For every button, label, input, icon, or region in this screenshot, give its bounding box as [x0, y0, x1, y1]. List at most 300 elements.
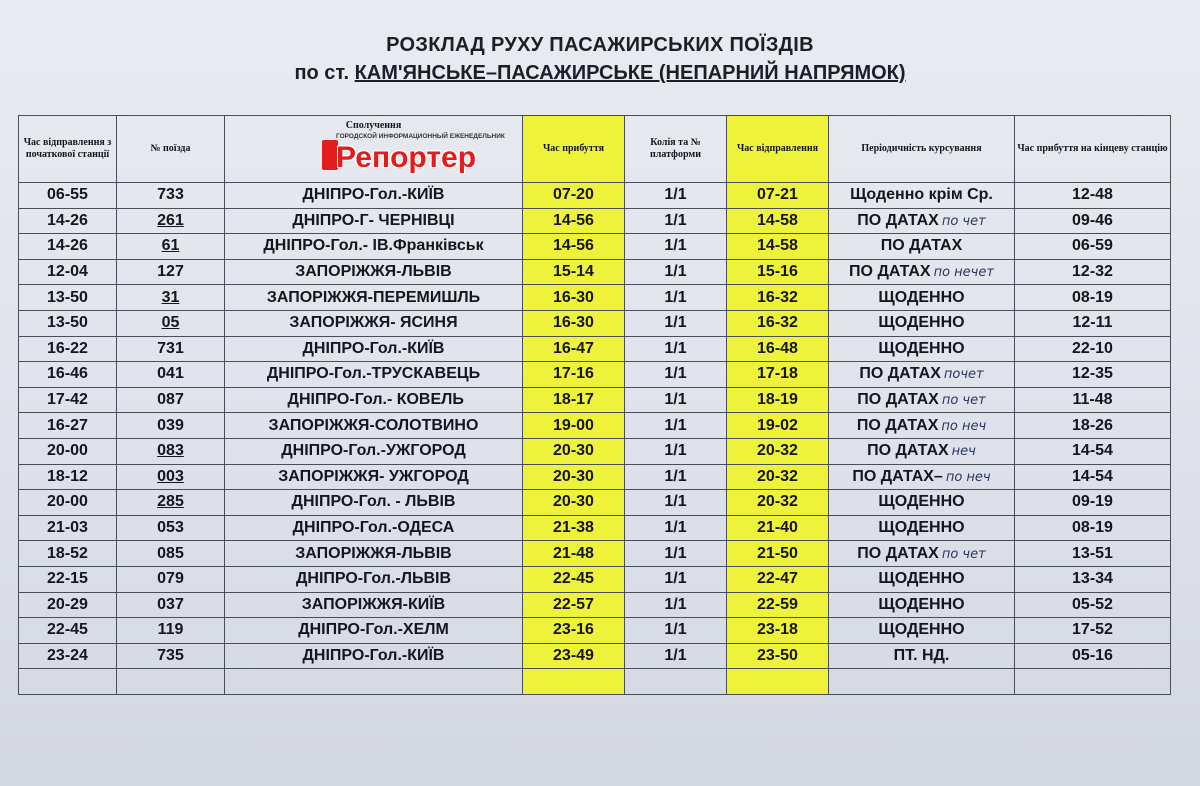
cell-train-no — [117, 259, 225, 285]
cell-periodicity — [829, 387, 1015, 413]
cell-train-no — [117, 592, 225, 618]
cell-dep-origin — [19, 285, 117, 311]
cell-arrival-text: 20-30 — [553, 493, 594, 511]
cell-route — [225, 310, 523, 336]
cell-departure — [727, 490, 829, 516]
cell-dep-origin-text: 12-04 — [47, 263, 88, 281]
cell-train-no-text: 261 — [157, 211, 184, 229]
cell-final-arrival-text: 22-10 — [1072, 339, 1113, 357]
cell-track — [625, 387, 727, 413]
handwritten-note: по неч — [945, 469, 991, 485]
cell-track — [625, 643, 727, 669]
cell-periodicity — [829, 310, 1015, 336]
cell-arrival — [523, 541, 625, 567]
cell-dep-origin-text: 20-00 — [47, 442, 88, 460]
cell-arrival — [523, 362, 625, 388]
station-name: КАМ'ЯНСЬКЕ–ПАСАЖИРСЬКЕ (НЕПАРНИЙ НАПРЯМОК) — [354, 62, 906, 84]
cell-dep-origin — [19, 259, 117, 285]
cell-final-arrival — [1015, 643, 1171, 669]
cell-dep-origin — [19, 566, 117, 592]
cell-periodicity — [829, 618, 1015, 644]
cell-periodicity — [829, 234, 1015, 260]
cell-departure — [727, 592, 829, 618]
cell-route — [225, 336, 523, 362]
cell-track-text: 1/1 — [664, 544, 687, 562]
cell-final-arrival — [1015, 362, 1171, 388]
cell-dep-origin-text: 16-22 — [47, 339, 88, 357]
cell-arrival-text: 20-30 — [553, 442, 594, 460]
cell-dep-origin-text: 20-29 — [47, 595, 88, 613]
cell-arrival-text: 16-30 — [553, 288, 594, 306]
cell-departure-text: 18-19 — [757, 391, 798, 409]
cell-train-no — [117, 387, 225, 413]
cell-final-arrival — [1015, 336, 1171, 362]
logo-tagline: ГОРОДСКОЙ ИНФОРМАЦИОННЫЙ ЕЖЕНЕДЕЛЬНИК — [336, 133, 505, 140]
header-track: Колія та № платформи — [625, 116, 727, 183]
cell-track — [625, 413, 727, 439]
cell-departure — [727, 413, 829, 439]
cell-track — [625, 208, 727, 234]
cell-route — [225, 490, 523, 516]
cell-periodicity-text: ЩОДЕННО — [878, 339, 965, 357]
cell-periodicity — [829, 566, 1015, 592]
header-periodicity: Періодичність курсування — [829, 116, 1015, 183]
cell-arrival-text: 18-17 — [553, 391, 594, 409]
empty-row — [19, 669, 1171, 695]
cell-train-no-text: 61 — [161, 237, 180, 255]
cell-route — [225, 618, 523, 644]
cell-departure — [727, 438, 829, 464]
cell-train-no-text: 127 — [157, 263, 184, 281]
cell-arrival-text: 15-14 — [553, 263, 594, 281]
header-dep-origin: Час відправлення з початкової станції — [19, 116, 117, 183]
cell-route — [225, 183, 523, 209]
cell-periodicity-text: ЩОДЕННО — [878, 595, 965, 613]
cell-track — [625, 566, 727, 592]
cell-arrival — [523, 515, 625, 541]
cell-track — [625, 464, 727, 490]
cell-route-text: ЗАПОРІЖЖЯ-СОЛОТВИНО — [268, 416, 479, 434]
cell-final-arrival — [1015, 464, 1171, 490]
cell-periodicity — [829, 592, 1015, 618]
cell-track — [625, 362, 727, 388]
cell-departure-text: 22-47 — [757, 570, 798, 588]
cell-departure-text: 16-32 — [757, 288, 798, 306]
cell-final-arrival — [1015, 285, 1171, 311]
cell-dep-origin — [19, 515, 117, 541]
cell-train-no-text: 037 — [157, 595, 184, 613]
handwritten-note: по чет — [941, 213, 986, 229]
cell-departure — [727, 362, 829, 388]
cell-dep-origin-text: 17-42 — [47, 391, 88, 409]
cell-track-text: 1/1 — [664, 339, 687, 357]
table-row — [19, 234, 1171, 260]
table-row — [19, 438, 1171, 464]
cell-train-no — [117, 490, 225, 516]
empty-cell — [625, 669, 727, 695]
cell-train-no — [117, 464, 225, 490]
cell-route — [225, 464, 523, 490]
cell-train-no-text: 05 — [161, 314, 180, 332]
cell-route — [225, 541, 523, 567]
cell-track-text: 1/1 — [664, 365, 687, 383]
cell-train-no-text: 119 — [157, 621, 184, 639]
table-row — [19, 618, 1171, 644]
cell-dep-origin — [19, 618, 117, 644]
cell-final-arrival — [1015, 592, 1171, 618]
cell-dep-origin — [19, 413, 117, 439]
cell-departure — [727, 310, 829, 336]
cell-periodicity-text: ПО ДАТАХ — [849, 263, 931, 281]
logo-name: Репортер — [336, 141, 477, 174]
cell-route-text: ДНІПРО-Гол. - ЛЬВІВ — [291, 493, 456, 511]
table-row — [19, 208, 1171, 234]
subtitle-prefix: по ст. — [294, 62, 350, 84]
cell-dep-origin-text: 22-45 — [47, 621, 88, 639]
cell-track-text: 1/1 — [664, 442, 687, 460]
table-row — [19, 362, 1171, 388]
cell-periodicity-text: ПО ДАТАХ — [857, 391, 939, 409]
cell-periodicity — [829, 438, 1015, 464]
cell-route-text: ДНІПРО-Гол.-ТРУСКАВЕЦЬ — [266, 365, 481, 383]
cell-arrival-text: 22-45 — [553, 570, 594, 588]
cell-arrival — [523, 464, 625, 490]
cell-final-arrival-text: 14-54 — [1072, 467, 1113, 485]
cell-track-text: 1/1 — [664, 493, 687, 511]
cell-departure — [727, 259, 829, 285]
cell-departure-text: 20-32 — [757, 442, 798, 460]
cell-periodicity-text: ПО ДАТАХ — [880, 237, 963, 255]
cell-periodicity-text: ПО ДАТАХ — [857, 544, 939, 562]
cell-train-no — [117, 566, 225, 592]
handwritten-note: неч — [951, 444, 976, 460]
cell-train-no-text: 039 — [157, 416, 184, 434]
cell-arrival — [523, 643, 625, 669]
cell-train-no-text: 079 — [157, 570, 184, 588]
table-row — [19, 387, 1171, 413]
cell-route-text: ДНІПРО-Гол.-УЖГОРОД — [281, 442, 466, 460]
cell-final-arrival-text: 11-48 — [1072, 391, 1113, 409]
table-row — [19, 515, 1171, 541]
reporter-watermark-logo — [322, 133, 530, 175]
table-row — [19, 464, 1171, 490]
cell-final-arrival-text: 08-19 — [1072, 288, 1113, 306]
cell-train-no-text: 733 — [157, 186, 184, 204]
table-row — [19, 310, 1171, 336]
cell-final-arrival — [1015, 515, 1171, 541]
empty-cell — [523, 669, 625, 695]
cell-train-no-text: 731 — [157, 339, 184, 357]
cell-train-no — [117, 285, 225, 311]
cell-track-text: 1/1 — [664, 621, 687, 639]
cell-final-arrival — [1015, 310, 1171, 336]
cell-departure-text: 16-48 — [757, 339, 798, 357]
cell-periodicity — [829, 336, 1015, 362]
cell-periodicity — [829, 183, 1015, 209]
cell-periodicity-text: ЩОДЕННО — [878, 314, 965, 332]
cell-route-text: ДНІПРО-Гол.-ХЕЛМ — [298, 621, 449, 639]
cell-arrival — [523, 490, 625, 516]
cell-route-text: ДНІПРО-Гол.-КИЇВ — [302, 186, 445, 204]
header-row — [19, 116, 1171, 183]
cell-periodicity-text: ПО ДАТАХ — [856, 416, 939, 434]
cell-departure — [727, 285, 829, 311]
cell-final-arrival — [1015, 234, 1171, 260]
cell-train-no-text: 087 — [157, 391, 184, 409]
cell-departure — [727, 183, 829, 209]
cell-route — [225, 643, 523, 669]
cell-track-text: 1/1 — [664, 186, 687, 204]
cell-dep-origin — [19, 438, 117, 464]
cell-train-no — [117, 618, 225, 644]
cell-periodicity-text: ЩОДЕННО — [878, 519, 965, 537]
cell-final-arrival-text: 12-35 — [1072, 365, 1113, 383]
cell-track — [625, 259, 727, 285]
cell-route — [225, 566, 523, 592]
cell-periodicity — [829, 490, 1015, 516]
cell-departure-text: 21-40 — [757, 519, 798, 537]
cell-train-no — [117, 515, 225, 541]
cell-arrival-text: 07-20 — [553, 186, 594, 204]
schedule-rows — [19, 183, 1171, 695]
cell-route-text: ЗАПОРІЖЖЯ- ЯСИНЯ — [289, 314, 458, 332]
cell-arrival — [523, 438, 625, 464]
handwritten-note: по неч — [941, 418, 987, 434]
cell-track — [625, 490, 727, 516]
cell-arrival-text: 19-00 — [553, 416, 594, 434]
cell-track — [625, 310, 727, 336]
cell-arrival-text: 23-49 — [553, 646, 594, 664]
cell-track — [625, 515, 727, 541]
cell-dep-origin — [19, 464, 117, 490]
cell-periodicity-text: ПО ДАТАХ — [857, 211, 939, 229]
table-row — [19, 566, 1171, 592]
cell-dep-origin — [19, 592, 117, 618]
cell-departure-text: 16-32 — [757, 314, 798, 332]
cell-departure-text: 14-58 — [757, 211, 798, 229]
cell-route-text: ЗАПОРІЖЖЯ-ЛЬВІВ — [295, 544, 452, 562]
empty-cell — [1015, 669, 1171, 695]
cell-periodicity-text: ЩОДЕННО — [878, 493, 965, 511]
cell-departure-text: 21-50 — [757, 544, 798, 562]
cell-arrival — [523, 336, 625, 362]
cell-train-no — [117, 183, 225, 209]
cell-arrival — [523, 234, 625, 260]
cell-track-text: 1/1 — [664, 595, 687, 613]
cell-final-arrival — [1015, 259, 1171, 285]
cell-periodicity-text: ПО ДАТАХ — [859, 365, 941, 383]
cell-dep-origin-text: 18-52 — [47, 544, 88, 562]
cell-departure-text: 20-32 — [757, 493, 798, 511]
table-row — [19, 183, 1171, 209]
cell-track — [625, 592, 727, 618]
cell-route-text: ДНІПРО-Г- ЧЕРНІВЦІ — [292, 211, 455, 229]
cell-dep-origin-text: 14-26 — [47, 237, 88, 255]
cell-track — [625, 336, 727, 362]
cell-departure-text: 23-18 — [757, 621, 798, 639]
cell-arrival — [523, 413, 625, 439]
cell-final-arrival-text: 12-48 — [1072, 186, 1113, 204]
cell-track-text: 1/1 — [664, 288, 687, 306]
cell-route — [225, 234, 523, 260]
cell-periodicity — [829, 259, 1015, 285]
cell-route-text: ДНІПРО-Гол.-ОДЕСА — [292, 519, 455, 537]
cell-route — [225, 387, 523, 413]
cell-dep-origin-text: 18-12 — [47, 467, 88, 485]
handwritten-note: по чет — [941, 546, 986, 562]
cell-route — [225, 515, 523, 541]
cell-route-text: ДНІПРО-Гол.-КИЇВ — [302, 646, 445, 664]
cell-dep-origin-text: 23-24 — [47, 646, 88, 664]
cell-train-no — [117, 362, 225, 388]
cell-dep-origin-text: 22-15 — [47, 570, 88, 588]
empty-cell — [225, 669, 523, 695]
cell-periodicity-text: ПО ДАТАХ — [867, 442, 949, 460]
cell-track — [625, 285, 727, 311]
cell-arrival-text: 21-38 — [553, 519, 594, 537]
cell-track-text: 1/1 — [664, 416, 687, 434]
handwritten-note: почет — [943, 367, 984, 383]
page-subtitle — [0, 62, 1200, 85]
header-final-arrival: Час прибуття на кінцеву станцію — [1015, 116, 1171, 183]
cell-train-no-text: 31 — [161, 288, 180, 306]
cell-route-text: ДНІПРО-Гол.-КИЇВ — [302, 339, 445, 357]
cell-periodicity — [829, 285, 1015, 311]
cell-dep-origin — [19, 336, 117, 362]
table-row — [19, 490, 1171, 516]
cell-periodicity — [829, 413, 1015, 439]
cell-departure-text: 15-16 — [757, 263, 798, 281]
cell-dep-origin — [19, 490, 117, 516]
cell-dep-origin — [19, 362, 117, 388]
cell-train-no — [117, 336, 225, 362]
empty-cell — [727, 669, 829, 695]
cell-final-arrival — [1015, 413, 1171, 439]
cell-track-text: 1/1 — [664, 314, 687, 332]
cell-arrival — [523, 259, 625, 285]
cell-arrival — [523, 285, 625, 311]
cell-track-text: 1/1 — [664, 646, 687, 664]
cell-dep-origin — [19, 208, 117, 234]
cell-departure-text: 20-32 — [757, 467, 798, 485]
cell-track-text: 1/1 — [664, 570, 687, 588]
cell-departure-text: 19-02 — [757, 416, 798, 434]
cell-route-text: ДНІПРО-Гол.- КОВЕЛЬ — [283, 391, 464, 409]
table-row — [19, 592, 1171, 618]
cell-route — [225, 438, 523, 464]
cell-final-arrival — [1015, 490, 1171, 516]
cell-final-arrival-text: 12-11 — [1072, 314, 1113, 332]
table-row — [19, 285, 1171, 311]
cell-dep-origin — [19, 183, 117, 209]
cell-final-arrival — [1015, 541, 1171, 567]
cell-final-arrival — [1015, 438, 1171, 464]
cell-final-arrival-text: 08-19 — [1072, 519, 1113, 537]
cell-arrival-text: 22-57 — [553, 595, 594, 613]
cell-arrival — [523, 183, 625, 209]
cell-departure — [727, 541, 829, 567]
cell-arrival — [523, 566, 625, 592]
header-route: Сполучення — [225, 116, 523, 183]
cell-departure — [727, 336, 829, 362]
cell-route-text: ДНІПРО-Гол.- ІВ.Франківськ — [263, 237, 484, 255]
cell-departure-text: 07-21 — [757, 186, 798, 204]
cell-arrival-text: 14-56 — [553, 211, 594, 229]
page-title: РОЗКЛАД РУХУ ПАСАЖИРСЬКИХ ПОЇЗДІВ — [386, 34, 814, 56]
cell-train-no — [117, 643, 225, 669]
table-row — [19, 541, 1171, 567]
cell-departure — [727, 234, 829, 260]
header-arrival: Час прибуття — [523, 116, 625, 183]
cell-arrival-text: 20-30 — [553, 467, 594, 485]
cell-train-no — [117, 310, 225, 336]
cell-arrival-text: 14-56 — [553, 237, 594, 255]
cell-route — [225, 208, 523, 234]
cell-periodicity-text: Щоденно крім Ср. — [850, 186, 993, 204]
header-train-no: № поїзда — [117, 116, 225, 183]
cell-final-arrival-text: 09-46 — [1072, 211, 1113, 229]
cell-route — [225, 592, 523, 618]
cell-periodicity-text: ПТ. НД. — [893, 646, 950, 664]
cell-track-text: 1/1 — [664, 391, 687, 409]
cell-track — [625, 183, 727, 209]
cell-periodicity — [829, 515, 1015, 541]
cell-arrival-text: 23-16 — [553, 621, 594, 639]
cell-arrival-text: 17-16 — [553, 365, 594, 383]
cell-final-arrival-text: 05-52 — [1072, 595, 1113, 613]
cell-departure-text: 23-50 — [757, 646, 798, 664]
cell-dep-origin — [19, 234, 117, 260]
cell-departure-text: 22-59 — [757, 595, 798, 613]
cell-departure — [727, 618, 829, 644]
cell-dep-origin — [19, 541, 117, 567]
cell-departure — [727, 464, 829, 490]
cell-track-text: 1/1 — [664, 263, 687, 281]
cell-route — [225, 285, 523, 311]
cell-route-text: ЗАПОРІЖЖЯ-КИЇВ — [301, 595, 446, 613]
cell-final-arrival-text: 09-19 — [1072, 493, 1113, 511]
cell-train-no — [117, 413, 225, 439]
cell-periodicity — [829, 643, 1015, 669]
table-row — [19, 259, 1171, 285]
cell-final-arrival-text: 14-54 — [1072, 442, 1113, 460]
cell-dep-origin — [19, 387, 117, 413]
cell-arrival — [523, 618, 625, 644]
cell-dep-origin — [19, 310, 117, 336]
cell-track — [625, 541, 727, 567]
cell-route — [225, 413, 523, 439]
cell-departure-text: 17-18 — [757, 365, 798, 383]
cell-train-no-text: 041 — [157, 365, 184, 383]
cell-route — [225, 259, 523, 285]
cell-route-text: ЗАПОРІЖЖЯ-ПЕРЕМИШЛЬ — [266, 288, 481, 306]
cell-route-text: ДНІПРО-Гол.-ЛЬВІВ — [296, 570, 451, 588]
cell-dep-origin-text: 13-50 — [47, 288, 88, 306]
cell-departure — [727, 387, 829, 413]
cell-arrival-text: 16-47 — [553, 339, 594, 357]
cell-train-no-text: 053 — [157, 519, 184, 537]
cell-train-no — [117, 438, 225, 464]
cell-track-text: 1/1 — [664, 519, 687, 537]
cell-final-arrival-text: 12-32 — [1072, 263, 1113, 281]
empty-cell — [19, 669, 117, 695]
cell-dep-origin-text: 13-50 — [47, 314, 88, 332]
cell-track — [625, 234, 727, 260]
cell-dep-origin-text: 16-46 — [47, 365, 88, 383]
cell-train-no — [117, 208, 225, 234]
cell-track-text: 1/1 — [664, 467, 687, 485]
cell-train-no-text: 735 — [157, 646, 184, 664]
